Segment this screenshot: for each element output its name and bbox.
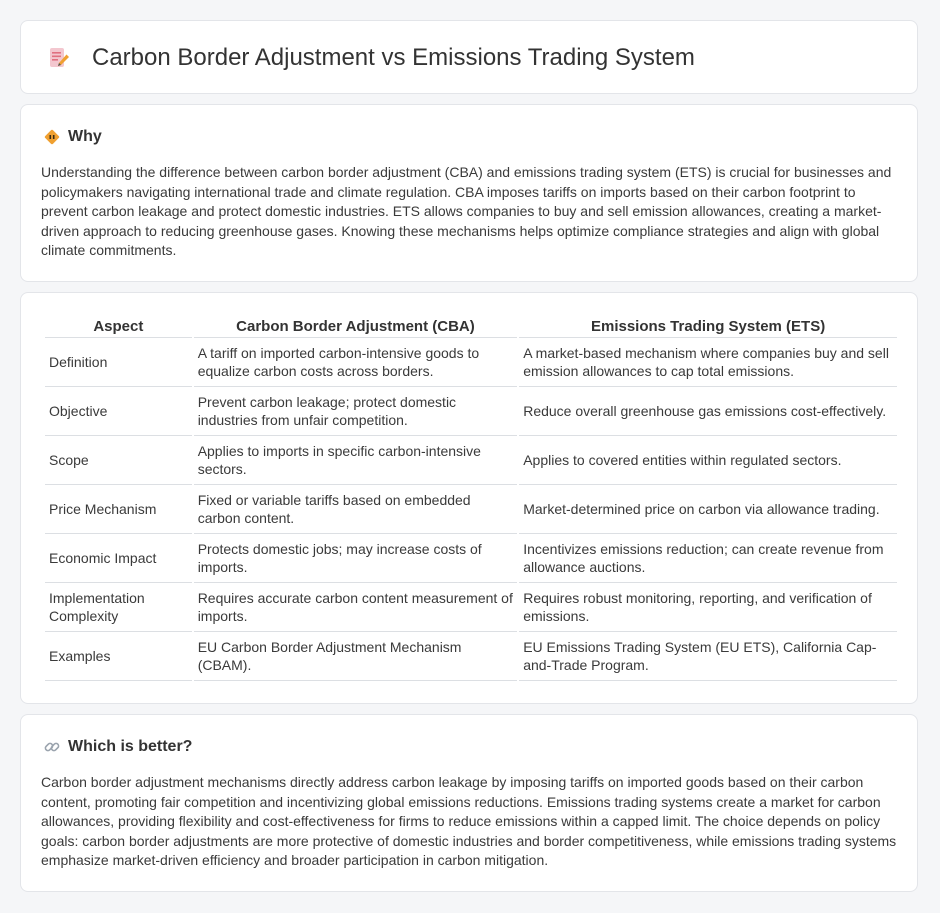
table-row: [45, 338, 897, 387]
why-section: [20, 104, 918, 282]
table-row: [45, 387, 897, 436]
row-cba: Applies to imports in specific carbon-intensive sectors.: [194, 436, 518, 485]
row-ets: Requires robust monitoring, reporting, and verification of emissions.: [519, 583, 897, 632]
table-row: [45, 436, 897, 485]
row-aspect: Definition: [45, 338, 192, 387]
row-ets: Market-determined price on carbon via allowance trading.: [519, 485, 897, 534]
table-row: [45, 534, 897, 583]
better-heading: [43, 735, 192, 759]
why-title: Why: [68, 128, 102, 145]
row-ets: Applies to covered entities within regulated sectors.: [519, 436, 897, 485]
better-title: Which is better?: [68, 738, 193, 755]
row-ets: Incentivizes emissions reduction; can create revenue from allowance auctions.: [519, 534, 897, 583]
table-row: [45, 485, 897, 534]
row-aspect: Examples: [45, 632, 192, 681]
column-header-aspect: Aspect: [45, 315, 192, 338]
row-cba: A tariff on imported carbon-intensive goods to equalize carbon costs across borders.: [194, 338, 518, 387]
row-ets: EU Emissions Trading System (EU ETS), California Cap-and-Trade Program.: [519, 632, 897, 681]
better-text: Carbon border adjustment mechanisms directly address carbon leakage by imposing tariffs on imported goods based on their carbon content, promoting fair competition and incentivizing global emissions reductions. Emissions trading systems create a market for carbon allowances, providing flexibility and cost-effectiveness for firms to reduce emissions within a capped limit. The choice depends on policy goals: carbon border adjustments are more protective of domestic industries and border competitiveness, while emissions trading systems emphasize market-driven efficiency and broader participation in carbon mitigation.: [41, 774, 897, 869]
why-heading: [43, 125, 102, 149]
why-text: Understanding the difference between carbon border adjustment (CBA) and emissions trading system (ETS) is crucial for businesses and policymakers navigating international trade and climate regulation. CBA imposes tariffs on imports based on their carbon footprint to prevent carbon leakage and protect domestic industries. ETS allows companies to buy and sell emission allowances, creating a market-driven approach to reducing greenhouse gases. Knowing these mechanisms helps optimize compliance strategies and align with global climate commitments.: [41, 164, 892, 259]
document-edit-icon: [47, 46, 71, 70]
row-cba: EU Carbon Border Adjustment Mechanism (CBAM).: [194, 632, 518, 681]
row-ets: A market-based mechanism where companies buy and sell emission allowances to cap total emissions.: [519, 338, 897, 387]
row-ets: Reduce overall greenhouse gas emissions cost-effectively.: [519, 387, 897, 436]
row-cba: Requires accurate carbon content measurement of imports.: [194, 583, 518, 632]
link-icon: [43, 738, 61, 756]
comparison-table: [43, 315, 899, 681]
page-title: Carbon Border Adjustment vs Emissions Trading System: [92, 44, 695, 71]
row-cba: Prevent carbon leakage; protect domestic industries from unfair competition.: [194, 387, 518, 436]
column-header-ets: Emissions Trading System (ETS): [519, 315, 897, 338]
row-aspect: Scope: [45, 436, 192, 485]
row-cba: Protects domestic jobs; may increase costs of imports.: [194, 534, 518, 583]
row-aspect: Objective: [45, 387, 192, 436]
table-row: [45, 632, 897, 681]
column-header-cba: Carbon Border Adjustment (CBA): [194, 315, 518, 338]
comparison-section: [20, 292, 918, 704]
which-is-better-section: [20, 714, 918, 892]
row-aspect: Economic Impact: [45, 534, 192, 583]
row-aspect: Implementation Complexity: [45, 583, 192, 632]
table-header-row: [45, 315, 897, 338]
diamond-sign-icon: [43, 128, 61, 146]
header-card: [20, 20, 918, 94]
row-aspect: Price Mechanism: [45, 485, 192, 534]
row-cba: Fixed or variable tariffs based on embedded carbon content.: [194, 485, 518, 534]
table-row: [45, 583, 897, 632]
